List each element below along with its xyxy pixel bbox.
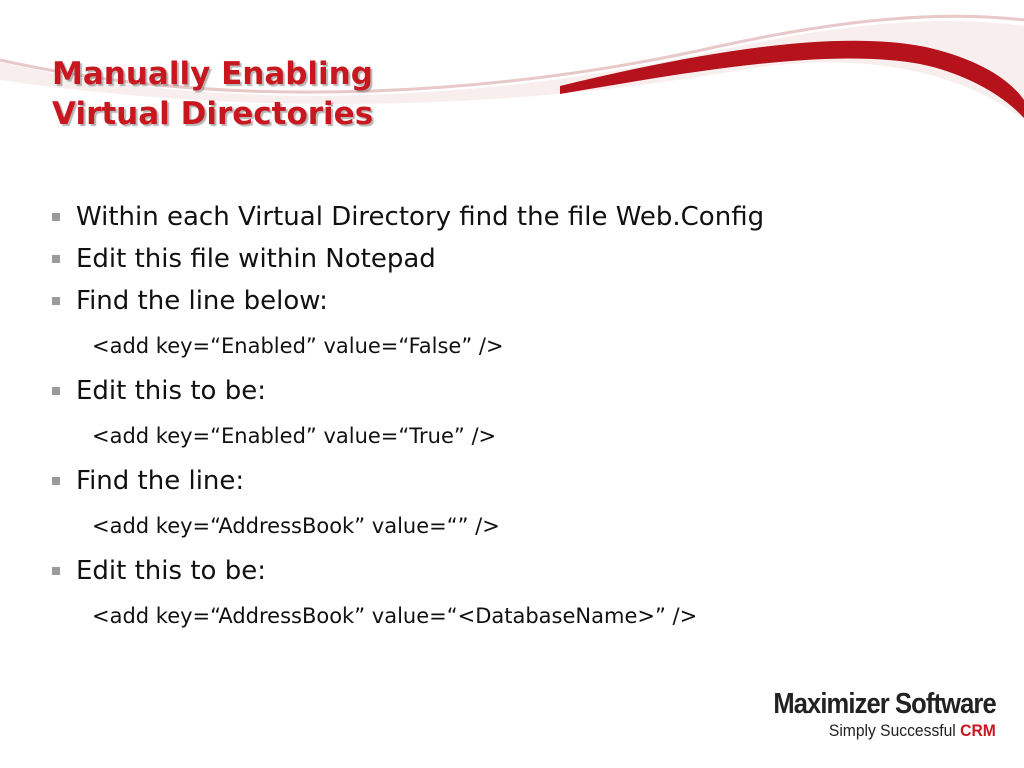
square-bullet-icon	[52, 297, 60, 305]
bullet-text: Edit this to be:	[76, 556, 266, 586]
square-bullet-icon	[52, 567, 60, 575]
bullet-text: Find the line:	[76, 466, 245, 496]
code-line: <add key=“Enabled” value=“False” />	[92, 334, 504, 358]
slide-title	[52, 54, 373, 134]
bullet-item	[52, 196, 764, 238]
logo-tagline-text: Simply Successful	[829, 721, 957, 740]
logo-tagline-accent: CRM	[960, 721, 996, 740]
title-line-1: Manually Enabling	[52, 56, 373, 92]
title-line-2: Virtual Directories	[52, 96, 374, 132]
content-list	[52, 196, 764, 640]
logo-tagline	[763, 721, 996, 741]
bullet-text: Within each Virtual Directory find the file Web.Config	[76, 202, 765, 232]
bullet-text: Find the line below:	[76, 286, 328, 316]
code-line: <add key=“AddressBook” value=“” />	[92, 514, 500, 538]
square-bullet-icon	[52, 477, 60, 485]
square-bullet-icon	[52, 213, 60, 221]
bullet-item	[52, 550, 764, 592]
bullet-item	[52, 370, 764, 412]
code-line: <add key=“AddressBook” value=“<DatabaseName>” />	[92, 604, 698, 628]
bullet-text: Edit this file within Notepad	[76, 244, 436, 274]
maximizer-logo	[743, 688, 996, 741]
bullet-item	[52, 238, 764, 280]
bullet-item	[52, 460, 764, 502]
square-bullet-icon	[52, 255, 60, 263]
bullet-item	[52, 280, 764, 322]
logo-name: Maximizer Software	[773, 688, 996, 720]
bullet-text: Edit this to be:	[76, 376, 266, 406]
square-bullet-icon	[52, 387, 60, 395]
code-line: <add key=“Enabled” value=“True” />	[92, 424, 497, 448]
